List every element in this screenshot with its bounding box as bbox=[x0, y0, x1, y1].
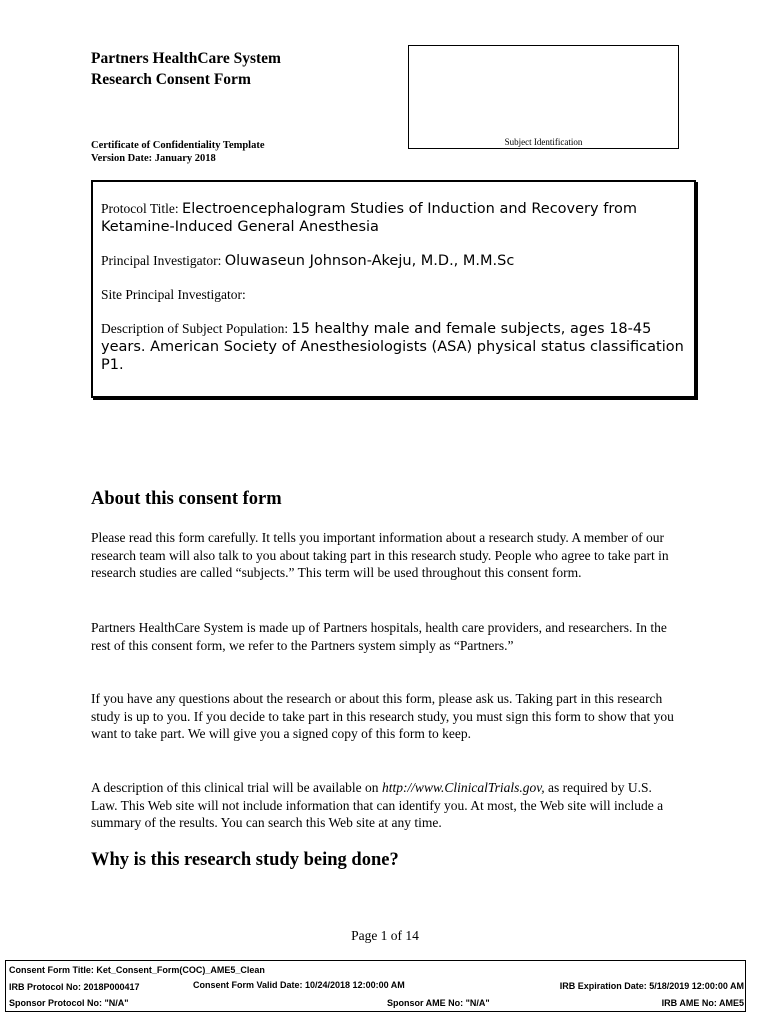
pi-label: Principal Investigator: bbox=[101, 253, 222, 268]
site-pi-label: Site Principal Investigator: bbox=[101, 287, 246, 302]
clinical-trials-text-post: as required by U.S. Law. This Web site will not include information that can identify you. At most, the Web site will include a summary of the results. You can search this Web site at any time. bbox=[91, 780, 664, 830]
page-number: Page 1 of 14 bbox=[351, 928, 419, 943]
footer-irb-expiration: IRB Expiration Date: 5/18/2019 12:00:00 AM bbox=[559, 981, 744, 991]
site-pi-row bbox=[101, 286, 686, 304]
paragraph-partners: Partners HealthCare System is made up of Partners hospitals, health care providers, and researchers. In the rest of this consent form, we refer to the Partners system simply as “Partners.” bbox=[91, 620, 667, 653]
footer-form-title: Consent Form Title: Ket_Consent_Form(COC)_AME5_Clean bbox=[9, 965, 265, 975]
version-date: Version Date: January 2018 bbox=[91, 153, 216, 164]
population-value: 15 healthy male and female subjects, ages 18-45 years. American Society of Anesthesiologists (ASA) physical status classification P1. bbox=[101, 321, 684, 373]
footer-sponsor-ame: Sponsor AME No: "N/A" bbox=[387, 998, 490, 1008]
paragraph-questions: If you have any questions about the research or about this form, please ask us. Taking part in this research study is up to you. If you decide to take part in this research study, you must sign this form to show that you want to take part. We will give you a signed copy of this form to keep. bbox=[91, 691, 674, 741]
paragraph-intro: Please read this form carefully. It tells you important information about a research study. A member of our research team will also talk to you about taking part in this research study. People who agree to take part in research studies are called “subjects.” This term will be used throughout this consent form. bbox=[91, 530, 669, 580]
document-header bbox=[91, 48, 281, 90]
footer-irb-protocol: IRB Protocol No: 2018P000417 bbox=[9, 982, 140, 992]
pi-value: Oluwaseun Johnson-Akeju, M.D., M.M.Sc bbox=[224, 253, 515, 269]
form-title: Research Consent Form bbox=[91, 71, 251, 88]
clinical-trials-text-pre: A description of this clinical trial will be available on bbox=[91, 780, 382, 795]
clinical-trials-link[interactable]: http://www.ClinicalTrials.gov, bbox=[381, 780, 545, 795]
consent-footer bbox=[5, 960, 746, 1012]
subject-identification-box bbox=[408, 45, 679, 149]
template-info bbox=[91, 139, 265, 165]
why-heading: Why is this research study being done? bbox=[91, 850, 399, 870]
paragraph-clinical-trials bbox=[91, 779, 681, 832]
org-name: Partners HealthCare System bbox=[91, 50, 281, 67]
population-row bbox=[101, 320, 686, 374]
subject-identification-label: Subject Identification bbox=[504, 137, 583, 147]
pi-row bbox=[101, 252, 686, 270]
population-label: Description of Subject Population: bbox=[101, 321, 289, 336]
protocol-title-row bbox=[101, 200, 686, 236]
protocol-title-label: Protocol Title: bbox=[101, 201, 179, 216]
protocol-info-box bbox=[91, 180, 696, 398]
footer-irb-ame: IRB AME No: AME5 bbox=[661, 998, 744, 1008]
about-heading: About this consent form bbox=[91, 489, 282, 509]
template-name: Certificate of Confidentiality Template bbox=[91, 140, 265, 151]
footer-sponsor-protocol: Sponsor Protocol No: "N/A" bbox=[9, 998, 129, 1008]
protocol-title-value: Electroencephalogram Studies of Induction and Recovery from Ketamine-Induced General Anesthesia bbox=[101, 201, 637, 235]
footer-valid-date: Consent Form Valid Date: 10/24/2018 12:00:00 AM bbox=[193, 980, 405, 990]
